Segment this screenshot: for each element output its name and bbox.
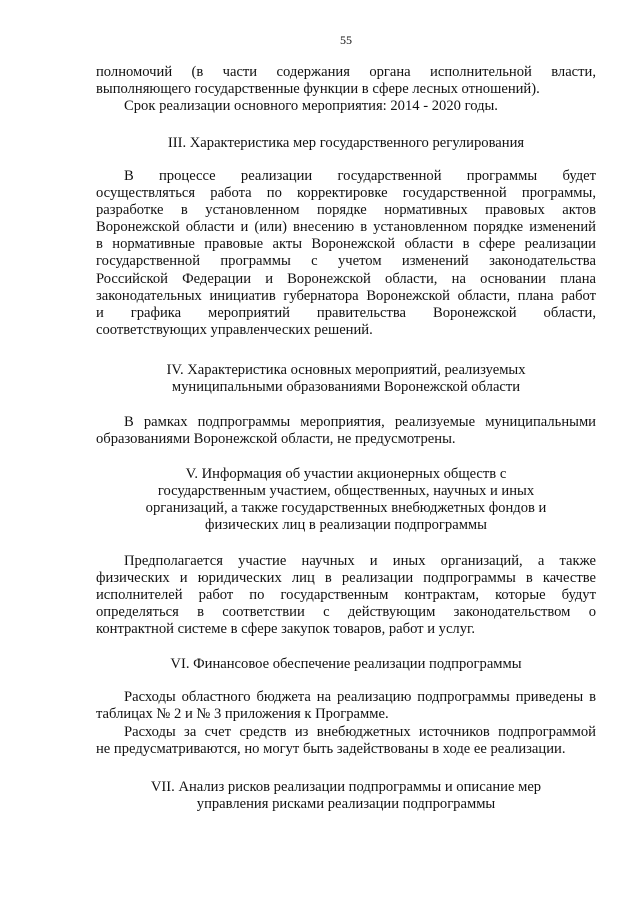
text-line: выполняющего государственные функции в сфере лесных отношений). — [96, 81, 540, 98]
section-title: III. Характеристика мер государственного регулирования — [167, 135, 525, 151]
section-title-line: VII. Анализ рисков реализации подпрограммы и описание мер — [150, 779, 542, 795]
text-line: физических и юридических лиц в реализации подпрограммы в качестве — [96, 570, 596, 587]
section-3-paragraph — [96, 168, 596, 339]
text-line: в нормативные правовые акты Воронежской области в сфере реализации — [96, 236, 596, 253]
text-line: образованиями Воронежской области, не предусмотрены. — [96, 431, 456, 448]
text-line: В процессе реализации государственной программы будет — [124, 168, 596, 184]
text-line: государственной программы с учетом изменений законодательства — [96, 253, 596, 270]
text-line: исполнителей работ по государственным контрактам, которые будут — [96, 587, 596, 604]
section-4-heading — [96, 362, 596, 396]
section-title-line: муниципальными образованиями Воронежской области — [171, 379, 521, 396]
text-line: контрактной системе в сфере закупок товаров, работ и услуг. — [96, 621, 475, 638]
section-title-line: физических лиц в реализации подпрограммы — [205, 517, 487, 534]
text-line: В рамках подпрограммы мероприятия, реализуемые муниципальными — [124, 414, 596, 430]
text-line: осуществляться работа по корректировке государственной программы, — [96, 185, 596, 202]
section-6-paragraph-2 — [96, 724, 596, 758]
section-title-line: управления рисками реализации подпрограммы — [196, 796, 496, 813]
text-line: таблицах № 2 и № 3 приложения к Программе. — [96, 706, 389, 723]
text-line: законодательных инициатив губернатора Воронежской области, плана работ — [96, 287, 596, 304]
text-line: и графика мероприятий правительства Воронежской области, — [96, 304, 596, 321]
section-5-heading — [96, 466, 596, 534]
section-title-line: IV. Характеристика основных мероприятий, реализуемых — [166, 362, 526, 378]
text-line: Расходы областного бюджета на реализацию подпрограммы приведены в — [124, 689, 596, 705]
section-title: VI. Финансовое обеспечение реализации подпрограммы — [170, 656, 522, 672]
text-line: соответствующих управленческих решений. — [96, 321, 373, 338]
intro-paragraph — [96, 64, 596, 115]
text-line: не предусматриваются, но могут быть задействованы в ходе ее реализации. — [96, 741, 566, 758]
text-line: Российской Федерации и Воронежской области, на основании плана — [96, 270, 596, 287]
section-4-paragraph — [96, 414, 596, 448]
text-line: полномочий (в части содержания органа исполнительной власти, — [96, 64, 596, 80]
page-number: 55 — [340, 33, 352, 47]
implementation-term: Срок реализации основного мероприятия: 2014 - 2020 годы. — [124, 98, 498, 115]
section-6-paragraph-1 — [96, 689, 596, 723]
text-line: определяться в соответствии с действующим законодательством о — [96, 604, 596, 621]
section-5-paragraph — [96, 553, 596, 638]
section-6-heading — [96, 656, 596, 673]
text-line: Предполагается участие научных и иных организаций, а также — [124, 553, 596, 569]
section-title-line: организаций, а также государственных внебюджетных фондов и — [145, 500, 547, 517]
section-3-heading — [96, 135, 596, 152]
text-line: Расходы за счет средств из внебюджетных источников подпрограммой — [124, 724, 596, 740]
text-line: разработке в установленном порядке нормативных правовых актов — [96, 202, 596, 219]
section-title-line: V. Информация об участии акционерных обществ с — [185, 466, 507, 482]
text-line: Воронежской области и (или) внесению в установленном порядке изменений — [96, 219, 596, 236]
section-title-line: государственным участием, общественных, научных и иных — [157, 483, 535, 500]
section-7-heading — [96, 779, 596, 813]
